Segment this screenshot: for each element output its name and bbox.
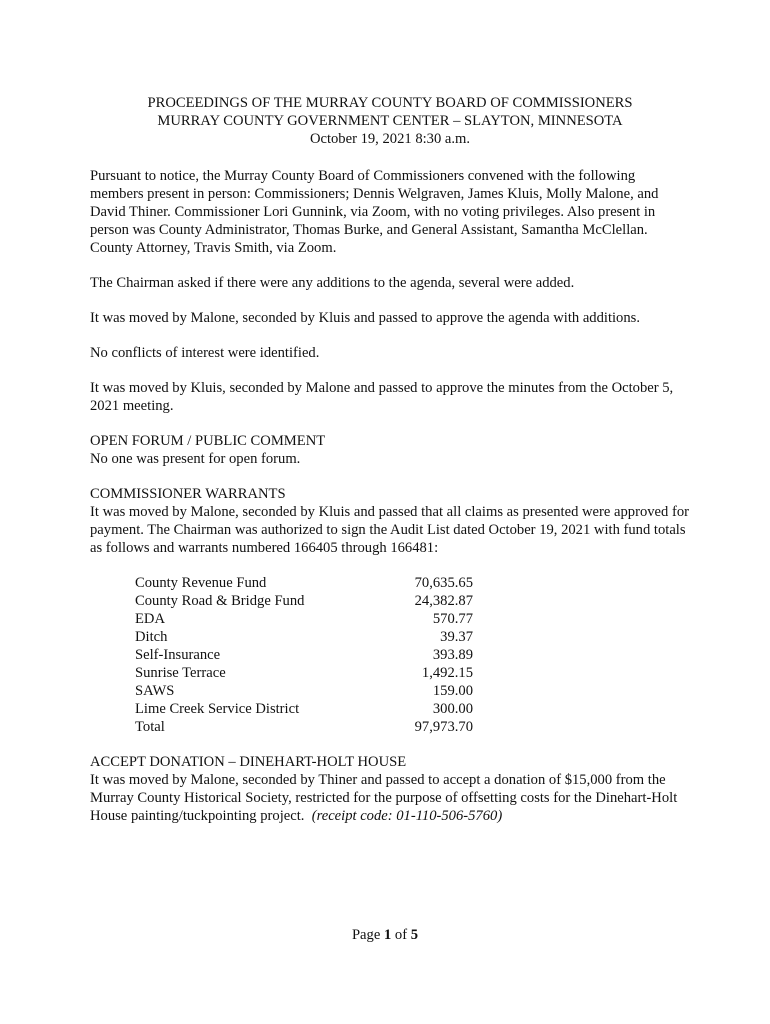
fund-amount: 24,382.87 [414,593,473,609]
intro-paragraph: Pursuant to notice, the Murray County Board of Commissioners convened with the following members present in person: Commissioners; Dennis Welgraven, James Kluis, Molly Malone, and David Thiner. Commissioner Lori Gunnink, via Zoom, with no voting privileges. Also present in person was County Administrator, Thomas Burke, and General Assistant, Samantha McClellan. County Attorney, Travis Smith, via Zoom. [90,168,659,256]
document-page [90,94,690,825]
header-title: PROCEEDINGS OF THE MURRAY COUNTY BOARD OF COMMISSIONERS [147,95,633,111]
warrants-text: It was moved by Malone, seconded by Kluis and passed that all claims as presented were approved for payment. The Chairman was authorized to sign the Audit List dated October 19, 2021 with fund totals as follows and warrants numbered 166405 through 166481: [90,504,689,556]
total-row [135,718,473,736]
fund-amount: 39.37 [440,629,473,645]
warrants-section [90,485,690,736]
donation-body: It was moved by Malone, seconded by Thiner and passed to accept a donation of $15,000 from the Murray County Historical Society, restricted for the purpose of offsetting costs for the Dinehart-Holt House painting/tuckpointing project. [90,772,678,824]
conflicts-paragraph: No conflicts of interest were identified. [90,345,320,361]
header-location: MURRAY COUNTY GOVERNMENT CENTER – SLAYTON, MINNESOTA [157,113,623,129]
agenda-additions-paragraph: The Chairman asked if there were any additions to the agenda, several were added. [90,275,575,291]
open-forum-heading: OPEN FORUM / PUBLIC COMMENT [90,433,326,449]
page-of-label: of [394,927,408,943]
table-row [135,628,473,646]
fund-name: Ditch [135,629,168,645]
fund-name: Self-Insurance [135,647,221,663]
donation-section [90,753,690,825]
header-date: October 19, 2021 8:30 a.m. [309,131,471,147]
fund-name: EDA [135,611,165,627]
table-row [135,682,473,700]
donation-heading: ACCEPT DONATION – DINEHART-HOLT HOUSE [90,754,407,770]
minutes-motion-paragraph: It was moved by Kluis, seconded by Malone and passed to approve the minutes from the October 5, 2021 meeting. [90,380,674,414]
page-label: Page [351,927,381,943]
page-current: 1 [383,927,392,943]
fund-name: Lime Creek Service District [135,701,300,717]
agenda-motion-paragraph: It was moved by Malone, seconded by Kluis and passed to approve the agenda with additions. [90,310,640,326]
open-forum-section [90,432,690,468]
fund-name: County Revenue Fund [135,575,267,591]
document-header [90,94,690,148]
fund-amount: 70,635.65 [414,575,473,591]
page-total: 5 [410,927,419,943]
fund-amount: 97,973.70 [414,719,473,735]
table-row [135,610,473,628]
table-row [135,664,473,682]
fund-totals-table [135,574,473,736]
fund-name: Total [135,719,165,735]
fund-amount: 300.00 [432,701,473,717]
table-row [135,646,473,664]
table-row [135,700,473,718]
table-row [135,592,473,610]
receipt-code: (receipt code: 01-110-506-5760) [311,808,503,824]
table-row [135,574,473,592]
fund-amount: 570.77 [432,611,473,627]
fund-amount: 1,492.15 [421,665,473,681]
warrants-heading: COMMISSIONER WARRANTS [90,486,286,502]
fund-name: SAWS [135,683,175,699]
fund-name: County Road & Bridge Fund [135,593,305,609]
fund-amount: 159.00 [432,683,473,699]
open-forum-text: No one was present for open forum. [90,451,301,467]
fund-name: Sunrise Terrace [135,665,226,681]
fund-amount: 393.89 [432,647,473,663]
donation-text [90,771,690,825]
page-footer [0,926,770,944]
